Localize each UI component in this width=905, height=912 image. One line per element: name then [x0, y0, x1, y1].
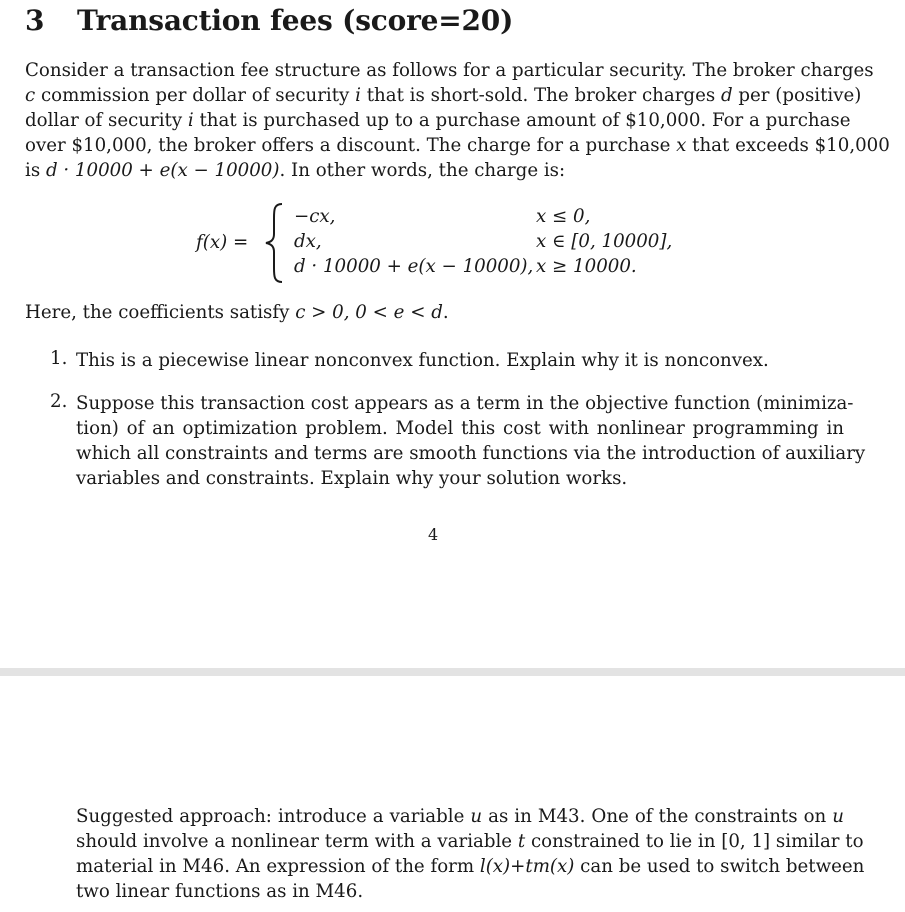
coefficients-sentence: [25, 300, 845, 325]
list-item-2-line-1: Suppose this transaction cost appears as a term in the objective function (minimiza-: [76, 393, 854, 414]
list-item-2-line-2: tion) of an optimization problem. Model this cost with nonlinear programming in: [76, 418, 844, 439]
suggestion-line-3-text-a: material in M46. An expression of the form: [76, 856, 480, 877]
left-brace-icon: [262, 202, 288, 284]
intro-paragraph: [25, 58, 890, 183]
coefficients-line: [25, 300, 845, 325]
list-item-1-number: 1.: [50, 348, 68, 369]
suggestion-line-1-text-a: Suggested approach: introduce a variable: [76, 806, 471, 827]
case-3-condition: x ≥ 10000.: [536, 256, 637, 277]
intro-line-1: Consider a transaction fee structure as follows for a particular security. The broker charges: [25, 60, 874, 81]
suggestion-line-4: two linear functions as in M46.: [76, 881, 364, 902]
var-i-2: i: [187, 110, 194, 131]
piecewise-equation: [196, 202, 676, 284]
var-d: d: [720, 85, 733, 106]
intro-line-4-text-b: that exceeds $10,000: [686, 135, 890, 156]
list-item-2-line-3: which all constraints and terms are smooth functions via the introduction of auxiliary: [76, 443, 866, 464]
list-item-2: [76, 391, 866, 491]
list-item-2-number: 2.: [50, 391, 68, 412]
intro-line-5-text-b: . In other words, the charge is:: [279, 160, 566, 181]
var-t: t: [517, 831, 526, 852]
suggestion-line-3-text-b: can be used to switch between: [574, 856, 865, 877]
intro-line-3-text-b: that is purchased up to a purchase amount of $10,000. For a purchase: [193, 110, 851, 131]
inline-charge-expression: d · 10000 + e(x − 10000): [45, 160, 280, 181]
intro-line-2-text-c: per (positive): [732, 85, 862, 106]
coefficients-math: c > 0, 0 < e < d: [295, 302, 443, 323]
suggestion-line-2-text-a: should involve a nonlinear term with a variable: [76, 831, 518, 852]
intro-line-2: [25, 83, 862, 108]
coefficients-text: Here, the coefficients satisfy: [25, 302, 296, 323]
coefficients-period: .: [442, 302, 449, 323]
intro-line-4-text-a: over $10,000, the broker offers a discount. The charge for a purchase: [25, 135, 677, 156]
equation-lhs: f(x) =: [196, 232, 249, 253]
section-title: Transaction fees (score=20): [77, 4, 514, 37]
suggestion-line-1: [76, 804, 844, 829]
case-1-condition: x ≤ 0,: [536, 206, 591, 227]
intro-line-4: [25, 133, 890, 158]
intro-line-5: [25, 158, 845, 183]
interval-range: [0, 1]: [721, 831, 771, 852]
page-number: 4: [428, 525, 439, 544]
switch-expression: l(x)+tm(x): [479, 856, 575, 877]
list-item-1-line-1: This is a piecewise linear nonconvex function. Explain why it is nonconvex.: [76, 350, 769, 371]
suggestion-line-1-text-b: as in M43. One of the constraints on: [482, 806, 833, 827]
intro-line-2-text-b: that is short-sold. The broker charges: [360, 85, 721, 106]
section-number: 3: [25, 4, 45, 37]
suggestion-line-3: [76, 854, 865, 879]
case-3-expression: d · 10000 + e(x − 10000),: [294, 256, 534, 277]
list-item-1: [76, 348, 844, 373]
intro-line-3-text-a: dollar of security: [25, 110, 188, 131]
suggestion-line-2: [76, 829, 864, 854]
case-2-expression: dx,: [294, 231, 322, 252]
var-u-2: u: [832, 806, 844, 827]
var-x: x: [676, 135, 687, 156]
suggestion-paragraph: [76, 804, 865, 904]
case-1-expression: −cx,: [294, 206, 336, 227]
suggestion-line-2-text-c: similar to: [770, 831, 864, 852]
intro-line-5-text-a: is: [25, 160, 46, 181]
list-item-2-line-4: variables and constraints. Explain why your solution works.: [76, 468, 628, 489]
page-separator: [0, 668, 905, 676]
intro-line-3: [25, 108, 851, 133]
intro-line-2-text-a: commission per dollar of security: [35, 85, 356, 106]
case-2-condition: x ∈ [0, 10000],: [536, 231, 673, 252]
section-heading: [25, 4, 513, 37]
var-u: u: [470, 806, 483, 827]
suggestion-line-2-text-b: constrained to lie in: [525, 831, 722, 852]
var-c: c: [25, 85, 36, 106]
var-i: i: [355, 85, 361, 106]
